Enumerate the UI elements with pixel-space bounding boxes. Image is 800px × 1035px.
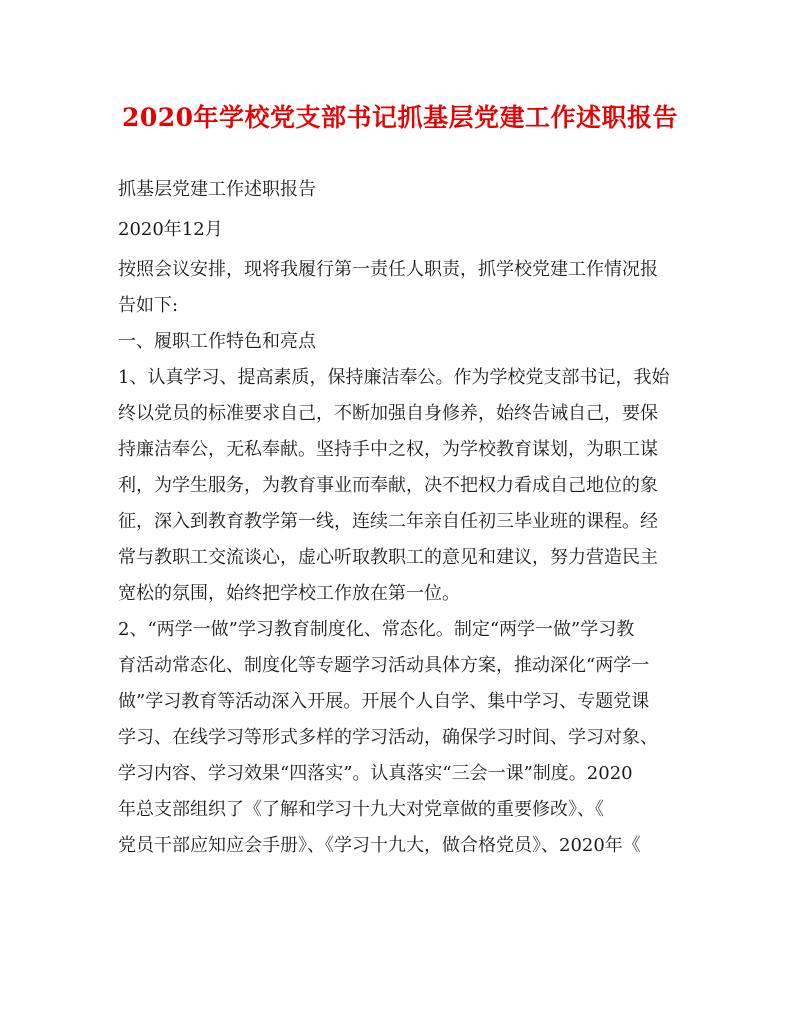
body-line: 宽松的氛围，始终把学校工作放在第一位。 — [118, 583, 460, 604]
document-body — [118, 172, 684, 864]
body-line: 告如下: — [118, 295, 179, 316]
body-line: 学习内容、学习效果“四落实”。认真落实“三会一课”制度。2020 — [118, 763, 633, 784]
document-title: 2020年学校党支部书记抓基层党建工作述职报告 — [121, 103, 679, 132]
document-date: 2020年12月 — [118, 219, 223, 240]
body-line: 利，为学生服务，为教育事业而奉献，决不把权力看成自己地位的象 — [118, 475, 658, 496]
body-line: 2、“两学一做”学习教育制度化、常态化。制定“两学一做”学习教 — [118, 619, 635, 640]
body-line: 征，深入到教育教学第一线，连续二年亲自任初三毕业班的课程。经 — [118, 511, 658, 532]
body-line: 常与教职工交流谈心，虚心听取教职工的意见和建议，努力营造民主 — [118, 547, 658, 568]
section-heading: 一、履职工作特色和亮点 — [118, 331, 316, 352]
body-line: 按照会议安排，现将我履行第一责任人职责，抓学校党建工作情况报 — [118, 259, 658, 280]
body-line: 年总支部组织了《了解和学习十九大对党章做的重要修改》、《 — [118, 799, 604, 820]
body-line: 学习、在线学习等形式多样的学习活动，确保学习时间、学习对象、 — [118, 727, 658, 748]
body-line: 持廉洁奉公，无私奉献。坚持手中之权，为学校教育谋划，为职工谋 — [118, 439, 658, 460]
document-subtitle: 抓基层党建工作述职报告 — [118, 179, 316, 200]
body-line: 1、认真学习、提高素质，保持廉洁奉公。作为学校党支部书记，我始 — [118, 367, 670, 388]
body-line: 育活动常态化、制度化等专题学习活动具体方案，推动深化“两学一 — [118, 655, 650, 676]
body-line: 党员干部应知应会手册》、《学习十九大，做合格党员》、2020年《 — [118, 835, 641, 856]
body-line: 终以党员的标准要求自己，不断加强自身修养，始终告诫自己，要保 — [118, 403, 658, 424]
body-line: 做”学习教育等活动深入开展。开展个人自学、集中学习、专题党课 — [118, 691, 650, 712]
